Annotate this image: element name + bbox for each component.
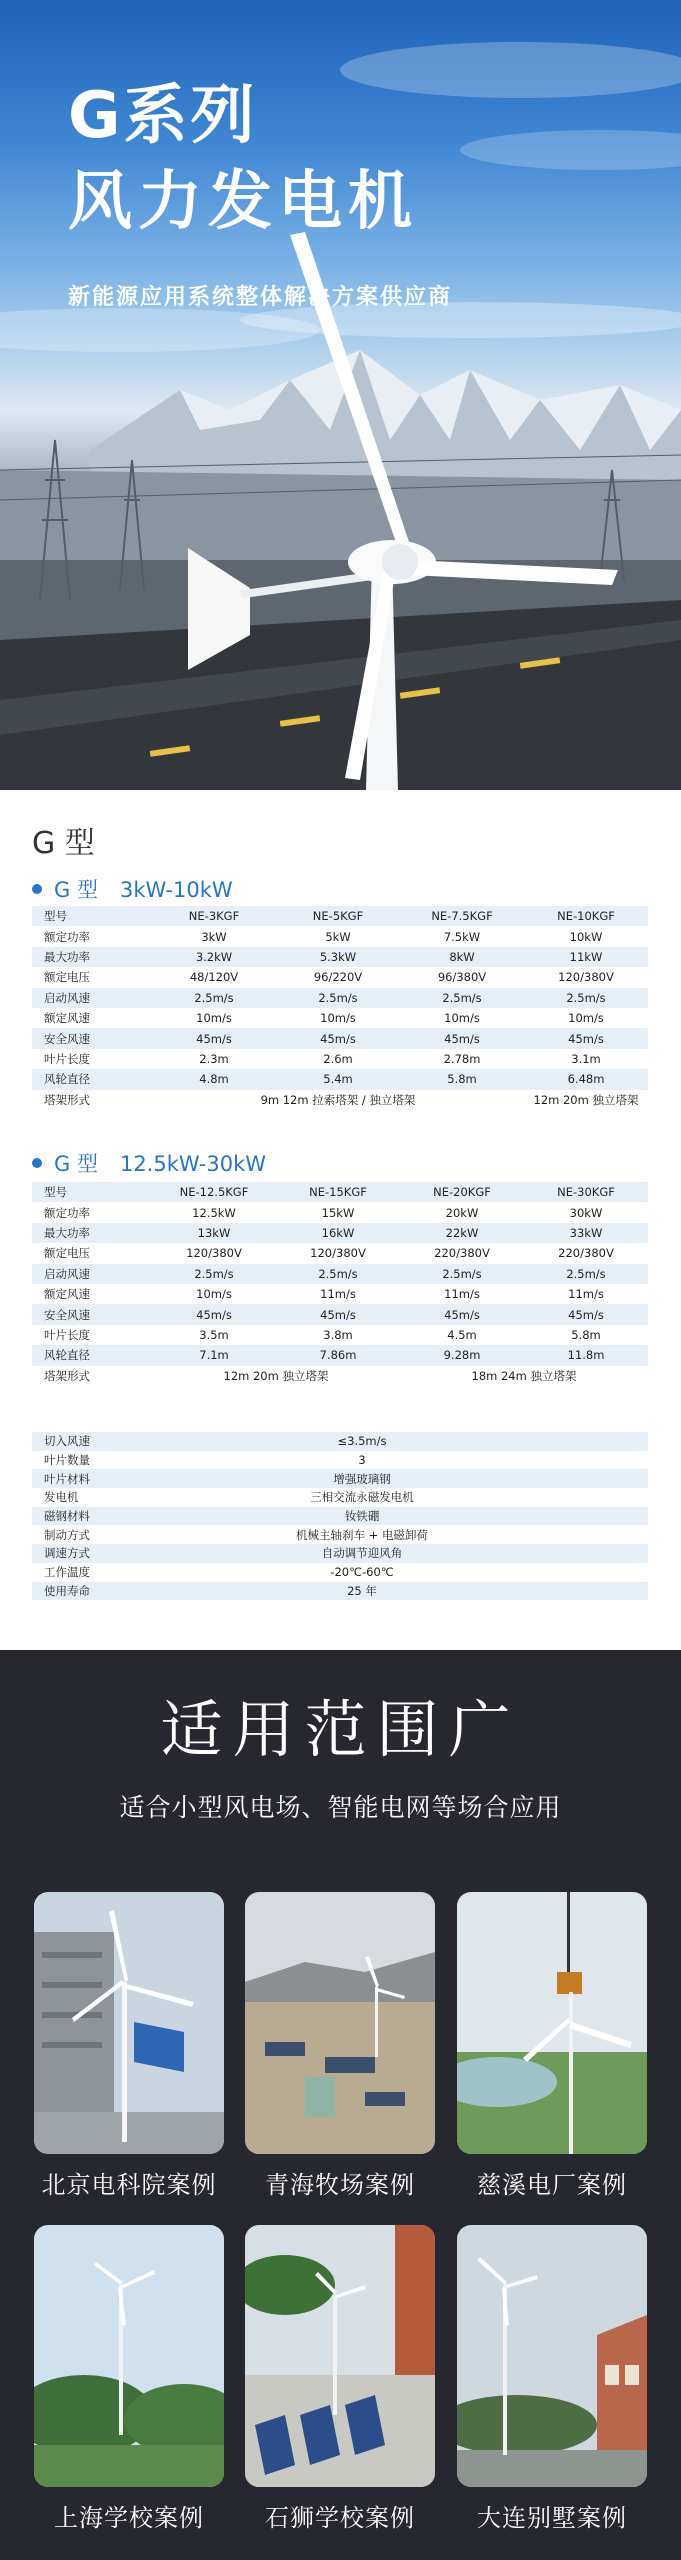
- table-row: 最大功率 13kW 16kW 22kW 33kW: [32, 1223, 648, 1243]
- table-row: 叶片长度 3.5m 3.8m 4.5m 5.8m: [32, 1325, 648, 1345]
- table-row: 风轮直径 4.8m 5.4m 5.8m 6.48m: [32, 1069, 648, 1089]
- applications-title: 适用范围广: [160, 1693, 521, 1766]
- table-row: 型号 NE-12.5KGF NE-15KGF NE-20KGF NE-30KGF: [32, 1182, 648, 1202]
- table-row: 启动风速 2.5m/s 2.5m/s 2.5m/s 2.5m/s: [32, 1264, 648, 1284]
- table-row: 额定风速 10m/s 11m/s 11m/s 11m/s: [32, 1284, 648, 1304]
- table-row: 风轮直径 7.1m 7.86m 9.28m 11.8m: [32, 1345, 648, 1365]
- table-row: 调速方式 自动调节迎风角: [32, 1544, 648, 1563]
- table-row: 叶片材料 增强玻璃钢: [32, 1469, 648, 1488]
- table-row: 额定功率 3kW 5kW 7.5kW 10kW: [32, 926, 648, 946]
- table-row: 使用寿命 25 年: [32, 1582, 648, 1601]
- case-label-dalian: 大连别墅案例: [477, 2504, 627, 2532]
- common-spec-table: [32, 1432, 648, 1600]
- table-row: 额定电压 48/120V 96/220V 96/380V 120/380V: [32, 967, 648, 987]
- table-row: 型号 NE-3KGF NE-5KGF NE-7.5KGF NE-10KGF: [32, 906, 648, 926]
- table-row: 发电机 三相交流永磁发电机: [32, 1488, 648, 1507]
- table-row: 磁钢材料 钕铁硼: [32, 1507, 648, 1526]
- table-row: 切入风速 ≤3.5m/s: [32, 1432, 648, 1451]
- hero-title-line1: G系列: [68, 79, 258, 153]
- case-photo-cixi[interactable]: [457, 1892, 647, 2154]
- table-row: 塔架形式 12m 20m 独立塔架 18m 24m 独立塔架: [32, 1366, 648, 1386]
- rooftop-solar-turbine-photo-icon: [245, 2225, 435, 2487]
- case-photo-shanghai[interactable]: [34, 2225, 224, 2487]
- crane-turbine-install-photo-icon: [457, 1892, 647, 2154]
- spec-table-3-10kw: [32, 906, 648, 1110]
- villa-turbine-photo-icon: [457, 2225, 647, 2487]
- case-photo-beijing[interactable]: [34, 1892, 224, 2154]
- table-row: 工作温度 -20℃-60℃: [32, 1563, 648, 1582]
- spec-heading: G 型: [32, 826, 95, 861]
- table-row: 叶片长度 2.3m 2.6m 2.78m 3.1m: [32, 1049, 648, 1069]
- case-label-beijing: 北京电科院案例: [41, 2171, 217, 2199]
- pasture-solar-turbine-photo-icon: [245, 1892, 435, 2154]
- hero-title-line2: 风力发电机: [68, 165, 418, 239]
- table-row: 制动方式 机械主轴刹车 + 电磁卸荷: [32, 1525, 648, 1544]
- table-row: 塔架形式 9m 12m 拉索塔架 / 独立塔架 12m 20m 独立塔架: [32, 1090, 648, 1110]
- case-label-qinghai: 青海牧场案例: [265, 2171, 415, 2199]
- table-row: 额定功率 12.5kW 15kW 20kW 30kW: [32, 1202, 648, 1222]
- table-row: 叶片数量 3: [32, 1451, 648, 1470]
- table-row: 额定风速 10m/s 10m/s 10m/s 10m/s: [32, 1008, 648, 1028]
- school-turbine-trees-photo-icon: [34, 2225, 224, 2487]
- hero-subtitle: 新能源应用系统整体解决方案供应商: [68, 285, 453, 310]
- case-label-cixi: 慈溪电厂案例: [477, 2171, 627, 2199]
- series-title-2: G 型 12.5kW-30kW: [32, 1148, 266, 1178]
- case-label-shishi: 石狮学校案例: [265, 2504, 415, 2532]
- wind-turbine-building-photo-icon: [34, 1892, 224, 2154]
- table-row: 额定电压 120/380V 120/380V 220/380V 220/380V: [32, 1243, 648, 1263]
- applications-subtitle: 适合小型风电场、智能电网等场合应用: [119, 1793, 562, 1822]
- bullet-dot-icon: [32, 1158, 42, 1168]
- case-photo-dalian[interactable]: [457, 2225, 647, 2487]
- series-title-1: G 型 3kW-10kW: [32, 874, 233, 904]
- bullet-dot-icon: [32, 884, 42, 894]
- table-row: 安全风速 45m/s 45m/s 45m/s 45m/s: [32, 1304, 648, 1324]
- table-row: 安全风速 45m/s 45m/s 45m/s 45m/s: [32, 1028, 648, 1048]
- case-photo-qinghai[interactable]: [245, 1892, 435, 2154]
- table-row: 最大功率 3.2kW 5.3kW 8kW 11kW: [32, 947, 648, 967]
- table-row: 启动风速 2.5m/s 2.5m/s 2.5m/s 2.5m/s: [32, 988, 648, 1008]
- case-label-shanghai: 上海学校案例: [54, 2504, 204, 2532]
- hero-banner: [0, 0, 681, 790]
- case-photo-shishi[interactable]: [245, 2225, 435, 2487]
- spec-table-12-30kw: [32, 1182, 648, 1386]
